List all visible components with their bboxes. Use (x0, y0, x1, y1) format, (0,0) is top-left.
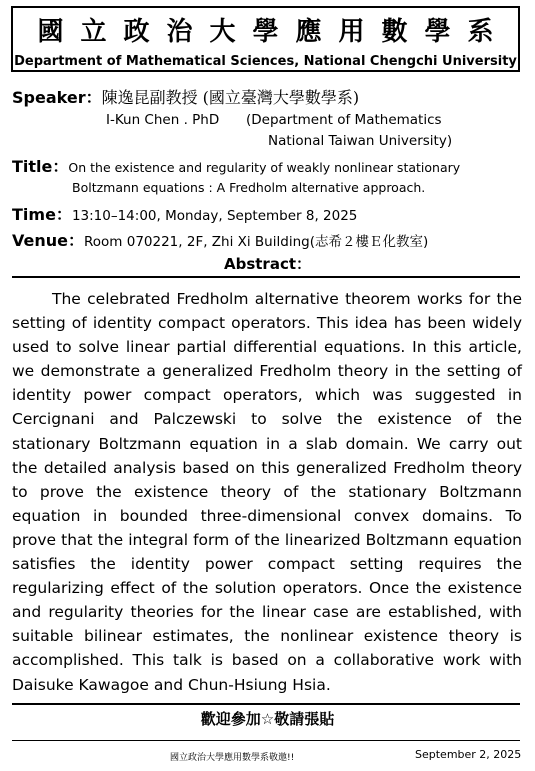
abstract-text: The celebrated Fredholm alternative theorem works for the setting of identity compact operators. This idea has been widely used to solve linear partial differential equations. In this article, we demonstrate a generalized Fredholm theory in the setting of identity power compact operators, which was suggested in Cercignani and Palczewski to solve the existence of the stationary Boltzmann equation in a slab domain. We carry out the detailed analysis based on this generalized Fredholm theory to prove the existence theory of the stationary Boltzmann equation in bounded three-dimensional convex domains. To prove that the integral form of the linearized Boltzmann equation satisfies the identity power compact setting requires the regularizing effect of the solution operators. Once the existence and regularity theories for the linear case are established, with suitable bilinear estimates, the nonlinear existence theory is accomplished. This talk is based on a collaborative work with Daisuke Kawagoe and Chun-Hsiung Hsia. (12, 290, 522, 694)
talk-title-line1: On the existence and regularity of weakly nonlinear stationary (68, 160, 461, 175)
time-label: Time： (12, 205, 72, 224)
speaker-row (12, 85, 359, 108)
abstract-bottom-divider (12, 703, 520, 705)
welcome-notice: 歡迎參加☆敬請張貼 (200, 710, 335, 728)
title-row (12, 154, 460, 177)
venue-row (12, 228, 428, 251)
abstract-top-divider (12, 276, 520, 278)
abstract-heading: Abstract： (223, 255, 312, 273)
title-label: Title： (12, 157, 69, 176)
talk-title-line2: Boltzmann equations : A Fredholm alternative approach. (72, 180, 426, 195)
invitation-text: 國立政治大學應用數學系敬邀!! (170, 753, 295, 763)
speaker-name-english: I-Kun Chen . PhD (106, 112, 220, 128)
department-name-chinese: 國立政治大學應用數學系 (37, 17, 511, 47)
speaker-label: Speaker： (12, 88, 102, 107)
header-box (11, 6, 520, 72)
speaker-affiliation-line1: (Department of Mathematics (246, 112, 442, 128)
footer-divider (12, 740, 520, 741)
time-row (12, 202, 357, 225)
department-name-english: Department of Mathematical Sciences, National Chengchi University (14, 54, 517, 69)
speaker-affiliation-line2: National Taiwan University) (268, 133, 453, 149)
venue-value: Room 070221, 2F, Zhi Xi Building(志希２樓Ｅ化教室) (84, 234, 429, 250)
speaker-name-chinese: 陳逸昆副教授 (國立臺灣大學數學系) (101, 88, 360, 107)
time-value: 13:10–14:00, Monday, September 8, 2025 (71, 208, 358, 224)
venue-label: Venue： (12, 231, 84, 250)
poster-date: September 2, 2025 (415, 748, 522, 761)
